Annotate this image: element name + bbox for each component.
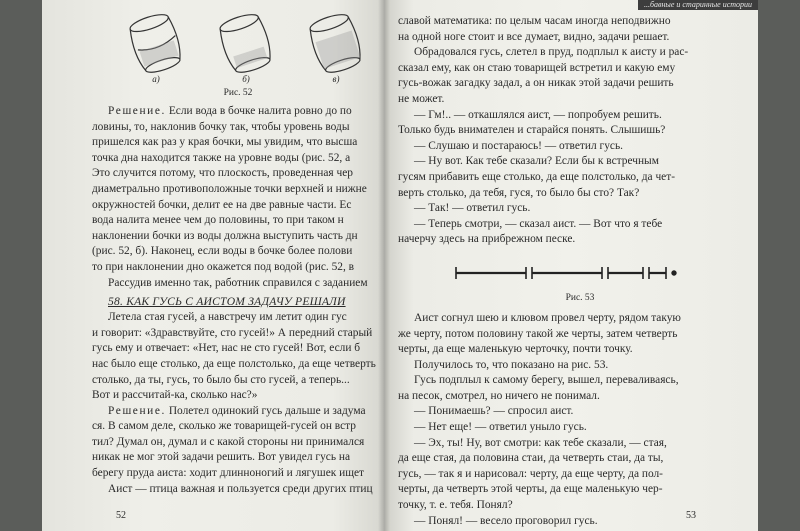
- text-line: гусь, — так я и нарисовал: черту, да еще черту, да пол-: [398, 467, 663, 480]
- text-line: не может.: [398, 92, 445, 105]
- text-line: никак не мог этой задачи решить. Вот увидел гусь на: [92, 451, 351, 464]
- text-line: наклонении бочки из воды должна выступить часть дн: [92, 229, 358, 242]
- goose-dot: [672, 271, 675, 274]
- text-line: — Так! — ответил гусь.: [414, 202, 531, 215]
- text-line: Если вода в бочке налита ровно до по: [165, 105, 352, 117]
- text-line: точку, т. е. тебя. Понял?: [398, 499, 513, 512]
- text-line: — Теперь смотри, — сказал аист. — Вот что я тебе: [414, 217, 663, 230]
- figure-53-caption: Рис. 53: [565, 292, 595, 303]
- barrel-b-drawing: [218, 12, 274, 74]
- page-number-left: 52: [116, 510, 126, 521]
- text-line: Только будь внимателен и старайся понять. Слышишь?: [398, 124, 666, 137]
- text-line: Обрадовался гусь, слетел в пруд, подплыл к аисту и рас-: [414, 46, 689, 59]
- text-line: гусям прибавить еще столько, да еще полстолько, да чет-: [398, 170, 675, 183]
- text-line: гусь-вожак загадку задал, а он никак этой задачи решить: [398, 77, 674, 90]
- text-line: славой математика: по целым часам иногда неподвижно: [398, 15, 671, 27]
- text-line: Аист — птица важная и пользуется среди других птиц: [108, 482, 373, 495]
- text-line: берегу пруда аиста: ходит длинноногий и лягушек ищет: [92, 467, 365, 480]
- text-line: гусь ему и отвечает: «Нет, нас не сто гусей! Вот, если б: [92, 342, 361, 355]
- text-line: на одной ноге стоит и все думает, видно, задачи решает.: [398, 30, 670, 43]
- figure-label-a: а): [152, 74, 160, 84]
- text-line: и говорит: «Здравствуйте, сто гусей!» А передний старый: [92, 326, 373, 339]
- text-line: Гусь подплыл к самому берегу, вышел, переваливаясь,: [414, 374, 679, 387]
- text-line: черты, да еще маленькую черточку, почти точку.: [398, 343, 633, 356]
- text-line: Аист согнул шею и клювом провел черту, рядом такую: [414, 311, 681, 324]
- text-line: верть столько, да тебя, гуся, то было бы сто? Так?: [398, 186, 640, 199]
- text-line: — Понял! — весело проговорил гусь.: [414, 514, 598, 527]
- text-line: пришелся как раз у края бочки, мы увидим, что высша: [92, 136, 358, 149]
- text-line: Получилось то, что показано на рис. 53.: [414, 358, 609, 371]
- right-page: [384, 0, 758, 531]
- text-line: нас было еще столько, да еще полстолько, да еще четверть: [92, 357, 376, 370]
- text-line: черты, да четверть этой черты, да еще маленькую чер-: [398, 483, 663, 496]
- text-line: ловины, то, наклонив бочку так, чтобы уровень воды: [92, 120, 350, 133]
- text-line: — Понимаешь? — спросил аист.: [414, 405, 574, 418]
- text-line: — Гм!.. — откашлялся аист, — попробуем решить.: [414, 108, 662, 121]
- text-line: вода налита менее чем до половины, то при таком н: [92, 214, 344, 227]
- running-head: ...бавные и старинные истории: [638, 0, 758, 10]
- text-line: столько, да ты, гусь, то было бы сто гусей, а теперь...: [92, 373, 350, 386]
- text-line: — Ну вот. Как тебе сказали? Если бы к встречным: [414, 155, 659, 168]
- story-paragraph: [92, 310, 384, 497]
- text-line: диаметрально противоположные точки верхней и нижне: [92, 182, 367, 195]
- body-paragraph: [398, 311, 742, 529]
- text-line: ся. В самом деле, сколько же товарищей-гусей он встр: [92, 420, 356, 433]
- text-line: то при наклонении дно окажется под водой (рис. 52, в: [92, 260, 355, 273]
- top-paragraph: [398, 14, 742, 108]
- solution-label: Решение.: [108, 105, 166, 117]
- text-line: же черту, потом половину такой же черты, затем четверть: [398, 327, 678, 340]
- text-line: точка дна находится также на уровне воды (рис. 52, а: [92, 151, 351, 164]
- text-line: Полетел одинокий гусь дальше и задума: [165, 404, 366, 417]
- figure-label-b: б): [242, 74, 250, 84]
- text-line: на песок, смотрел, но ничего не понимал.: [398, 389, 600, 402]
- figure-52: [128, 10, 384, 86]
- figure-label-c: в): [332, 74, 340, 84]
- text-line: сказал ему, как он стаю товарищей встретил и какую ему: [398, 61, 676, 74]
- text-line: тил? Думал он, думал и с какой стороны ни принимался: [92, 435, 365, 448]
- barrel-c-drawing: [308, 12, 364, 74]
- conclusion-line: Рассудив именно так, работник справился с заданием: [108, 276, 368, 289]
- text-line: (рис. 52, б). Наконец, если воды в бочке более полови: [92, 245, 353, 258]
- dialogue-paragraph: [398, 108, 742, 248]
- text-line: да еще стая, да половина стаи, да четверть стаи, да ты,: [398, 452, 664, 465]
- text-line: — Слушаю и постараюсь! — ответил гусь.: [414, 139, 623, 152]
- barrel-a-drawing: [128, 12, 184, 74]
- text-line: Это случится потому, что плоскость, проведенная чер: [92, 167, 353, 180]
- solution-paragraph: [92, 104, 384, 291]
- text-line: начерчу здесь на прибрежном песке.: [398, 233, 576, 246]
- text-line: Летела стая гусей, а навстречу им летит один гус: [108, 311, 347, 324]
- solution2-label: Решение.: [108, 404, 166, 417]
- text-line: окружностей бочки, делит ее на две равные части. Ес: [92, 198, 352, 211]
- page-number-right: 53: [686, 510, 696, 521]
- left-page: [42, 0, 384, 531]
- text-line: Вот и рассчитай-ка, сколько нас?»: [92, 389, 258, 402]
- text-line: — Эх, ты! Ну, вот смотри: как тебе сказали, — стая,: [414, 436, 667, 449]
- section-title: 58. КАК ГУСЬ С АИСТОМ ЗАДАЧУ РЕШАЛИ: [108, 295, 346, 309]
- line-diagram: [452, 262, 682, 284]
- figure-52-caption: Рис. 52: [223, 88, 253, 98]
- text-line: — Нет еще! — ответил уныло гусь.: [414, 421, 587, 434]
- book-gutter: [378, 0, 390, 531]
